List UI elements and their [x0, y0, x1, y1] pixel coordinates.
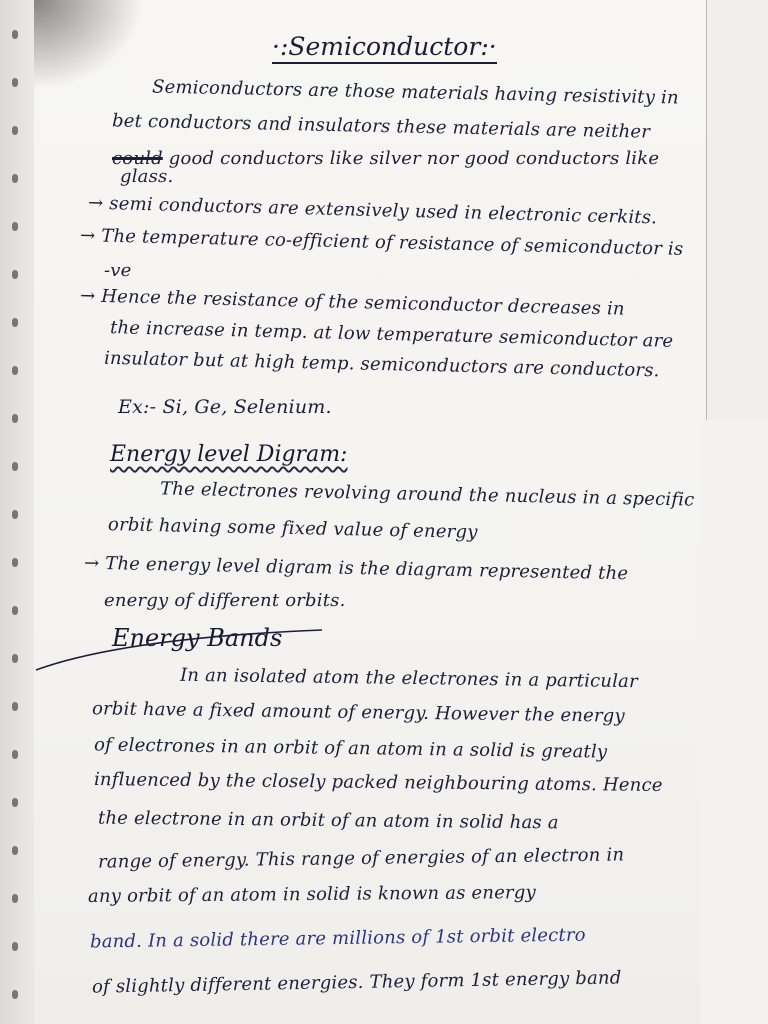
heading-energy-bands: Energy Bands — [112, 624, 283, 652]
title-dots-left: ·: — [272, 32, 289, 61]
note-line-10: insulator but at high temp. semiconductors are conductors. — [103, 347, 660, 382]
note-line-3-text: good conductors like silver nor good conductors like — [168, 148, 660, 169]
note-line-3 — [112, 148, 659, 170]
heading-energy-level-diagram: Energy level Digram: — [110, 442, 348, 467]
note-line-23: band. In a solid there are millions of 1st orbit electro — [89, 924, 586, 953]
note-line-4: glass. — [120, 166, 174, 187]
note-line-11: Ex:- Si, Ge, Selenium. — [118, 396, 332, 418]
note-line-17: orbit have a fixed amount of energy. However the energy — [91, 698, 625, 727]
page-title — [272, 32, 497, 64]
note-line-5: → semi conductors are extensively used in electronic cerkits. — [87, 192, 658, 229]
note-line-13: orbit having some fixed value of energy — [107, 514, 478, 543]
note-line-18: of electrones in an orbit of an atom in a solid is greatly — [93, 734, 608, 763]
note-line-20: the electrone in an orbit of an atom in solid has a — [97, 807, 559, 834]
note-line-1: Semiconductors are those materials having resistivity in — [151, 76, 679, 109]
note-line-9: the increase in temp. at low temperature semiconductor are — [109, 317, 674, 352]
note-line-6: → The temperature co-efficient of resistance of semiconductor is — [79, 225, 684, 260]
note-line-24: of slightly different energies. They form 1st energy band — [91, 967, 622, 998]
note-line-2: bet conductors and insulators these materials are neither — [111, 110, 651, 143]
title-text: Semiconductor — [288, 32, 481, 61]
title-dots-right: :· — [480, 32, 497, 61]
note-line-16: In an isolated atom the electrones in a particular — [179, 664, 639, 693]
note-line-7: -ve — [104, 260, 132, 281]
note-line-8: → Hence the resistance of the semiconductor decreases in — [79, 285, 625, 320]
note-line-15: energy of different orbits. — [104, 590, 346, 611]
struck-word: could — [112, 148, 163, 169]
note-line-21: range of energy. This range of energies of an electron in — [97, 844, 625, 873]
note-line-14: → The energy level digram is the diagram represented the — [83, 552, 629, 585]
note-line-22: any orbit of an atom in solid is known as energy — [87, 882, 537, 907]
note-line-12: The electrones revolving around the nucleus in a specific — [159, 478, 695, 511]
note-line-19: influenced by the closely packed neighbouring atoms. Hence — [93, 769, 663, 796]
